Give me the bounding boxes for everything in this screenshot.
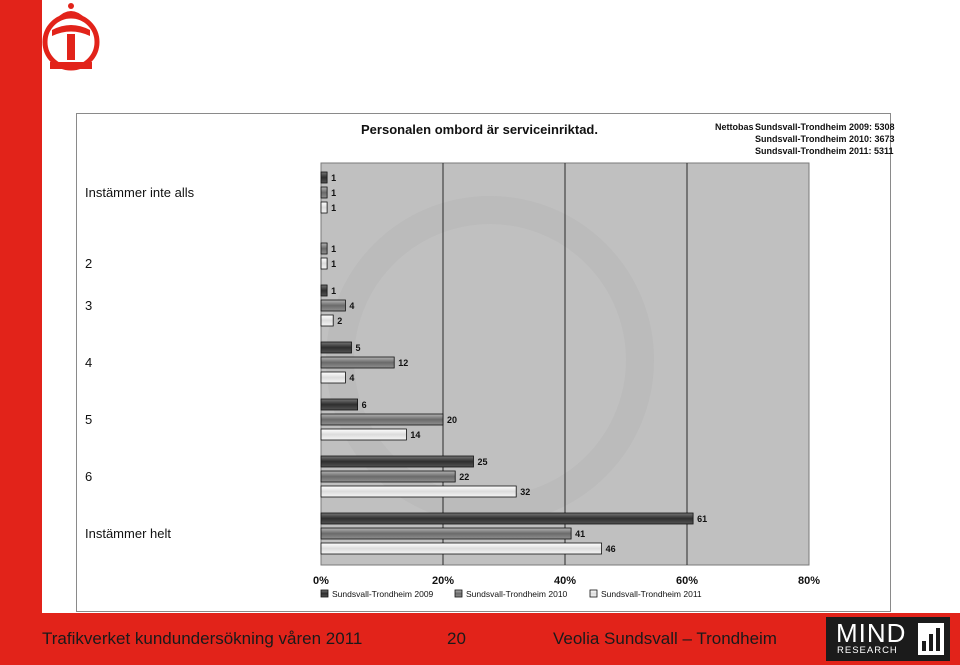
x-tick-label: 0% (313, 575, 329, 587)
x-tick-label: 20% (431, 575, 455, 587)
footer-operator: Veolia Sundsvall – Trondheim (553, 629, 777, 648)
bar (321, 172, 327, 183)
data-label: 14 (410, 430, 421, 440)
category-label: 3 (85, 298, 93, 313)
mind-research-logo (826, 617, 950, 661)
bar (321, 243, 327, 254)
base-line-2010: Sundsvall-Trondheim 2010: 3673 (755, 134, 895, 144)
bar (321, 187, 327, 198)
data-label: 1 (331, 244, 337, 254)
bar (321, 471, 455, 482)
x-tick-label: 60% (675, 575, 699, 587)
bar-graph-icon (918, 623, 944, 655)
data-label: 61 (697, 514, 708, 524)
bar (321, 300, 345, 311)
legend-swatch (321, 590, 328, 597)
data-label: 1 (331, 188, 337, 198)
base-line-2011: Sundsvall-Trondheim 2011: 5311 (755, 146, 894, 156)
data-label: 6 (361, 400, 367, 410)
data-label: 22 (459, 472, 470, 482)
mind-logo-word: MIND (836, 618, 907, 648)
data-label: 32 (520, 487, 531, 497)
x-tick-label: 80% (797, 575, 821, 587)
bar (321, 202, 327, 213)
data-label: 25 (477, 457, 488, 467)
bar (321, 315, 333, 326)
legend-label: Sundsvall-Trondheim 2010 (466, 589, 568, 599)
category-label: Instämmer helt (85, 526, 171, 541)
base-line-2009: Sundsvall-Trondheim 2009: 5308 (755, 122, 895, 132)
category-label: 4 (85, 355, 93, 370)
data-label: 4 (349, 301, 355, 311)
bar (321, 399, 358, 410)
legend-swatch (455, 590, 462, 597)
bar (321, 258, 327, 269)
bar (321, 528, 571, 539)
data-label: 5 (355, 343, 361, 353)
bar (321, 543, 602, 554)
data-label: 1 (331, 286, 337, 296)
bar (321, 342, 352, 353)
data-label: 1 (331, 173, 337, 183)
bar (321, 456, 474, 467)
legend-swatch (590, 590, 597, 597)
data-label: 12 (398, 358, 409, 368)
data-label: 2 (337, 316, 343, 326)
data-label: 20 (447, 415, 458, 425)
footer-page-number: 20 (447, 629, 466, 648)
base-label: Nettobas (715, 122, 754, 132)
bar (321, 429, 406, 440)
bar (321, 372, 345, 383)
bar (321, 414, 443, 425)
legend-label: Sundsvall-Trondheim 2009 (332, 589, 434, 599)
bar (321, 513, 693, 524)
bar (321, 285, 327, 296)
legend-label: Sundsvall-Trondheim 2011 (601, 589, 702, 599)
mind-logo-sub: RESEARCH (837, 645, 898, 656)
footer-survey-title: Trafikverket kundundersökning våren 2011 (42, 629, 363, 648)
bar (321, 486, 516, 497)
data-label: 1 (331, 259, 337, 269)
category-label: 5 (85, 412, 93, 427)
x-tick-label: 40% (553, 575, 577, 587)
data-label: 41 (575, 529, 586, 539)
bar (321, 357, 394, 368)
data-label: 4 (349, 373, 355, 383)
category-label: 2 (85, 256, 93, 271)
chart-title: Personalen ombord är serviceinriktad. (361, 122, 598, 137)
category-label: Instämmer inte alls (85, 185, 195, 200)
data-label: 1 (331, 203, 337, 213)
category-label: 6 (85, 469, 93, 484)
data-label: 46 (605, 544, 616, 554)
